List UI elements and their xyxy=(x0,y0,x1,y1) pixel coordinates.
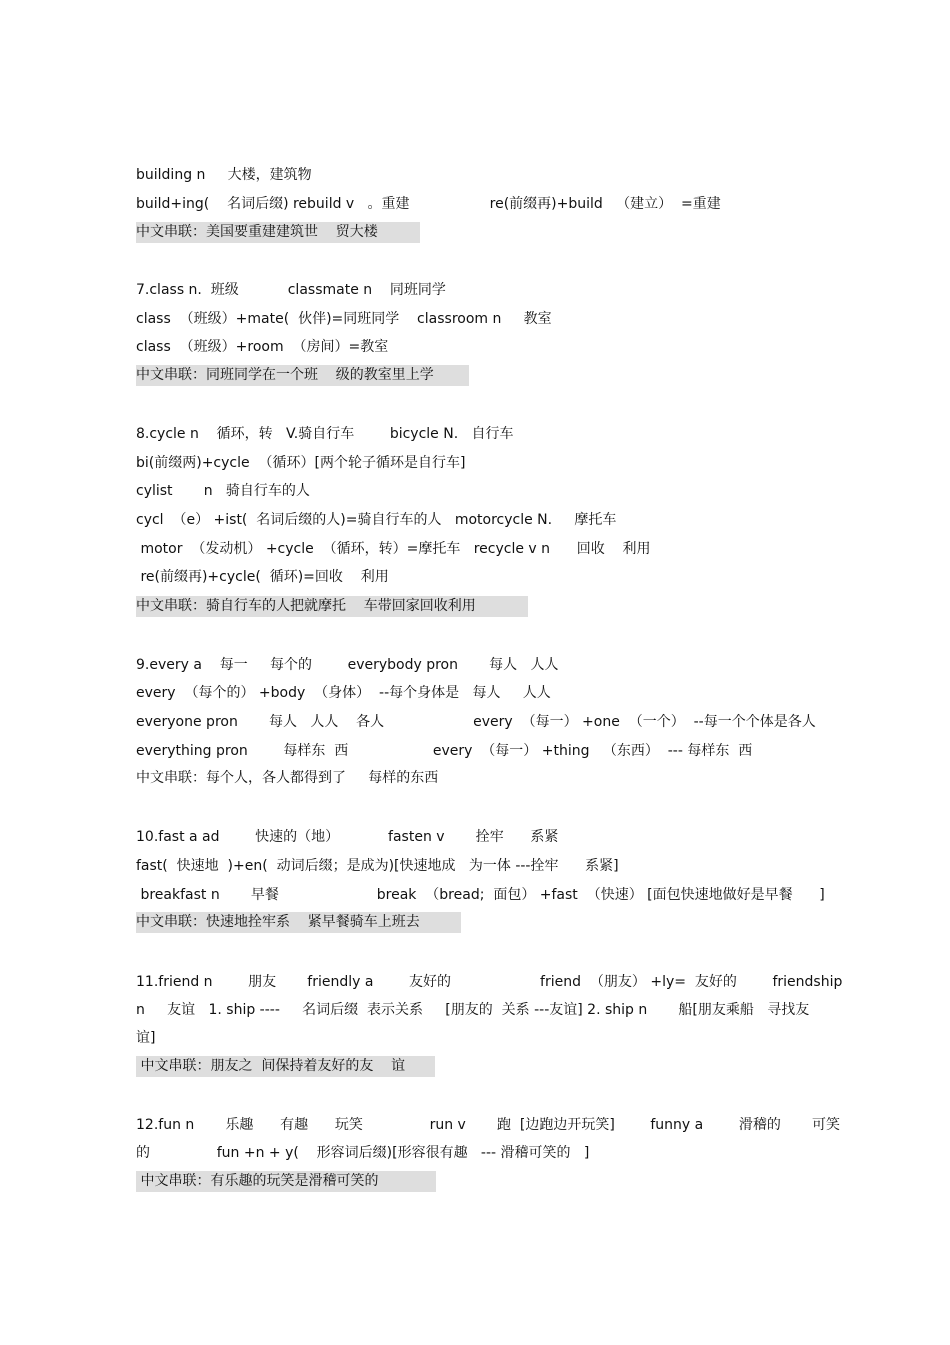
text-line: 谊] xyxy=(136,1030,156,1046)
text-line: everyone pron 每人 人人 各人 every （每一） +one （一个） --每一个个体是各人 xyxy=(136,714,816,730)
text-line: motor （发动机） +cycle （循环，转）=摩托车 recycle v n 回收 利用 xyxy=(136,541,651,557)
summary-line: 中文串联：有乐趣的玩笑是滑稽可笑的 xyxy=(136,1171,436,1192)
text-line: 10.fast a ad 快速的（地） fasten v 拴牢 系紧 xyxy=(136,829,559,845)
text-line: 的 fun +n + y( 形容词后缀)[形容很有趣 --- 滑稽可笑的 ] xyxy=(136,1145,590,1161)
text-line: class （班级）+room （房间）=教室 xyxy=(136,339,389,355)
text-line: re(前缀再)+cycle( 循环)=回收 利用 xyxy=(136,569,389,585)
text-line: 12.fun n 乐趣 有趣 玩笑 run v 跑 [边跑边开玩笑] funny a 滑稽的 可笑 xyxy=(136,1117,840,1133)
text-line: bi(前缀两)+cycle （循环）[两个轮子循环是自行车] xyxy=(136,455,466,471)
text-line: every （每个的） +body （身体） --每个身体是 每人 人人 xyxy=(136,685,551,701)
text-line: cylist n 骑自行车的人 xyxy=(136,483,310,499)
text-line: building n 大楼，建筑物 xyxy=(136,167,312,183)
text-line: fast( 快速地 )+en( 动词后缀；是成为)[快速地成 为一体 ---拴牢 系紧] xyxy=(136,858,619,874)
summary-line: 中文串联：美国要重建建筑世 贸大楼 xyxy=(136,222,420,243)
summary-line: 中文串联：朋友之 间保持着友好的友 谊 xyxy=(136,1056,435,1077)
summary-line: 中文串联：同班同学在一个班 级的教室里上学 xyxy=(136,365,469,386)
text-line: class （班级）+mate( 伙伴)=同班同学 classroom n 教室 xyxy=(136,311,552,327)
summary-line: 中文串联：每个人，各人都得到了 每样的东西 xyxy=(136,770,439,786)
text-line: cycl （e） +ist( 名词后缀的人)=骑自行车的人 motorcycle N. 摩托车 xyxy=(136,512,617,528)
text-line: n 友谊 1. ship ---- 名词后缀 表示关系 [朋友的 关系 ---友谊] 2. ship n 船[朋友乘船 寻找友 xyxy=(136,1002,810,1018)
text-line: 7.class n. 班级 classmate n 同班同学 xyxy=(136,282,446,298)
text-line: everything pron 每样东 西 every （每一） +thing （东西） --- 每样东 西 xyxy=(136,743,753,759)
text-line: 9.every a 每一 每个的 everybody pron 每人 人人 xyxy=(136,657,559,673)
summary-line: 中文串联：骑自行车的人把就摩托 车带回家回收利用 xyxy=(136,596,528,617)
summary-line: 中文串联：快速地拴牢系 紧早餐骑车上班去 xyxy=(136,912,461,933)
text-line: breakfast n 早餐 break （bread; 面包） +fast （快速） [面包快速地做好是早餐 ] xyxy=(136,887,825,903)
text-line: 8.cycle n 循环，转 V.骑自行车 bicycle N. 自行车 xyxy=(136,426,514,442)
text-line: build+ing( 名词后缀) rebuild v 。重建 re(前缀再)+build （建立） =重建 xyxy=(136,196,721,212)
text-line: 11.friend n 朋友 friendly a 友好的 friend （朋友） +ly= 友好的 friendship xyxy=(136,974,843,990)
